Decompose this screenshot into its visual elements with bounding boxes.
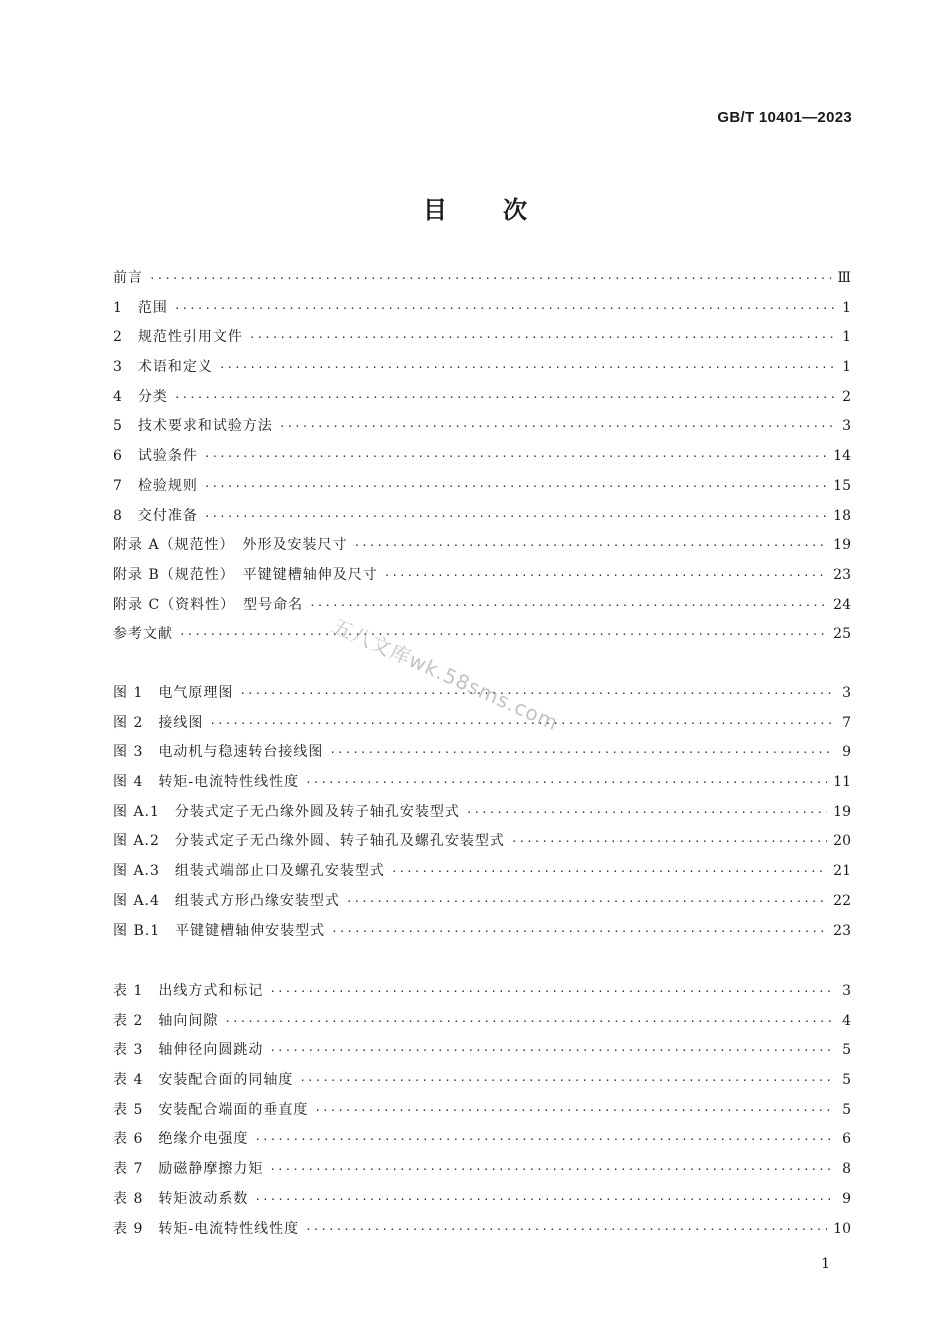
toc-leader-dots xyxy=(354,536,828,556)
toc-entry-label: 8 交付准备 xyxy=(113,507,198,524)
toc-entry-page: 23 xyxy=(833,922,851,939)
toc-entry-label: 1 范围 xyxy=(113,299,168,316)
toc-leader-dots xyxy=(391,862,827,882)
toc-figures-list xyxy=(113,683,851,950)
toc-entry-label: 5 技术要求和试验方法 xyxy=(113,418,273,435)
toc-entry[interactable] xyxy=(113,624,851,654)
toc-leader-dots xyxy=(179,625,827,645)
toc-entry-page: 10 xyxy=(833,1220,851,1237)
toc-leader-dots xyxy=(269,1160,835,1180)
toc-entry-page: 5 xyxy=(842,1042,851,1059)
toc-leader-dots xyxy=(174,388,835,408)
toc-leader-dots xyxy=(305,1220,827,1240)
toc-leader-dots xyxy=(299,1071,835,1091)
toc-leader-dots xyxy=(269,1041,835,1061)
toc-entry[interactable] xyxy=(113,1129,851,1159)
toc-entry-label: 4 分类 xyxy=(113,388,168,405)
document-code: GB/T 10401—2023 xyxy=(717,109,852,126)
toc-entry[interactable] xyxy=(113,921,851,951)
toc-entry-page: 19 xyxy=(833,803,851,820)
toc-entry-page: 1 xyxy=(842,299,851,316)
toc-entry[interactable] xyxy=(113,268,851,298)
page-title: 目次 xyxy=(423,195,583,224)
toc-leader-dots xyxy=(224,1012,835,1032)
toc-entry-page: 22 xyxy=(833,892,851,909)
toc-entry[interactable] xyxy=(113,981,851,1011)
toc-entry[interactable] xyxy=(113,891,851,921)
toc-entry[interactable] xyxy=(113,506,851,536)
toc-leader-dots xyxy=(249,328,835,348)
toc-leader-dots xyxy=(309,596,827,616)
toc-leader-dots xyxy=(329,743,835,763)
toc-entry-label: 图 A.2 分装式定子无凸缘外圆、转子轴孔及螺孔安装型式 xyxy=(113,833,505,850)
toc-entry[interactable] xyxy=(113,1159,851,1189)
toc-leader-dots xyxy=(305,773,827,793)
toc-entry-label: 图 2 接线图 xyxy=(113,714,204,731)
toc-leader-dots xyxy=(149,269,831,289)
toc-leader-dots xyxy=(204,507,827,527)
toc-entry-label: 表 5 安装配合端面的垂直度 xyxy=(113,1101,309,1118)
toc-entry-label: 3 术语和定义 xyxy=(113,359,213,376)
toc-entry-label: 图 3 电动机与稳速转台接线图 xyxy=(113,744,324,761)
toc-entry-page: 23 xyxy=(833,566,851,583)
page-number: 1 xyxy=(821,1256,830,1272)
toc-entry[interactable] xyxy=(113,535,851,565)
toc-entry[interactable] xyxy=(113,476,851,506)
toc-entry-label: 7 检验规则 xyxy=(113,477,198,494)
toc-entry-page: 9 xyxy=(842,1190,851,1207)
toc-leader-dots xyxy=(314,1101,835,1121)
toc-leader-dots xyxy=(204,447,827,467)
toc-entry-label: 参考文献 xyxy=(113,626,173,643)
toc-entry-page: 25 xyxy=(833,626,851,643)
toc-entry[interactable] xyxy=(113,802,851,832)
toc-entry-label: 附录 B（规范性） 平键键槽轴伸及尺寸 xyxy=(113,566,378,583)
toc-leader-dots xyxy=(219,358,835,378)
toc-leader-dots xyxy=(269,982,835,1002)
toc-entry-page: 11 xyxy=(833,774,851,791)
toc-entry-page: 8 xyxy=(842,1161,851,1178)
toc-leader-dots xyxy=(511,832,827,852)
toc-leader-dots xyxy=(466,803,827,823)
toc-entry[interactable] xyxy=(113,298,851,328)
toc-entry-page: 1 xyxy=(842,359,851,376)
toc-leader-dots xyxy=(254,1190,835,1210)
toc-entry-label: 表 6 绝缘介电强度 xyxy=(113,1131,249,1148)
toc-entry-page: 19 xyxy=(833,537,851,554)
toc-entry[interactable] xyxy=(113,1189,851,1219)
toc-entry-label: 图 4 转矩-电流特性线性度 xyxy=(113,774,300,791)
toc-entry-page: 6 xyxy=(842,1131,851,1148)
toc-entry-page: Ⅲ xyxy=(837,270,851,286)
toc-entry-label: 图 A.1 分装式定子无凸缘外圆及转子轴孔安装型式 xyxy=(113,803,460,820)
toc-entry[interactable] xyxy=(113,387,851,417)
toc-leader-dots xyxy=(384,566,827,586)
toc-entry[interactable] xyxy=(113,1040,851,1070)
toc-leader-dots xyxy=(174,299,835,319)
toc-entry-label: 表 4 安装配合面的同轴度 xyxy=(113,1072,294,1089)
toc-entry-label: 图 1 电气原理图 xyxy=(113,685,234,701)
toc-entry-page: 24 xyxy=(833,596,851,613)
toc-entry-page: 3 xyxy=(842,983,851,999)
toc-entry-page: 5 xyxy=(842,1101,851,1118)
toc-entry-page: 2 xyxy=(842,388,851,405)
toc-entry[interactable] xyxy=(113,831,851,861)
toc-entry-page: 15 xyxy=(833,477,851,494)
toc-entry-label: 表 1 出线方式和标记 xyxy=(113,983,264,999)
toc-entry-label: 附录 C（资料性） 型号命名 xyxy=(113,596,304,613)
toc-entry[interactable] xyxy=(113,446,851,476)
toc-entry-page: 20 xyxy=(833,833,851,850)
toc-contents-list xyxy=(113,268,851,654)
toc-entry[interactable] xyxy=(113,1070,851,1100)
toc-entry-label: 前言 xyxy=(113,270,143,286)
toc-leader-dots xyxy=(331,922,827,942)
toc-leader-dots xyxy=(204,477,827,497)
toc-entry-page: 7 xyxy=(842,714,851,731)
toc-entry[interactable] xyxy=(113,861,851,891)
toc-tables-list xyxy=(113,981,851,1248)
toc-entry[interactable] xyxy=(113,416,851,446)
toc-leader-dots xyxy=(254,1130,835,1150)
toc-entry[interactable] xyxy=(113,565,851,595)
toc-entry-label: 表 2 轴向间隙 xyxy=(113,1012,219,1029)
toc-entry-label: 图 B.1 平键键槽轴伸安装型式 xyxy=(113,922,326,939)
toc-entry-label: 6 试验条件 xyxy=(113,448,198,465)
toc-entry-page: 4 xyxy=(842,1012,851,1029)
toc-entry-page: 1 xyxy=(842,329,851,346)
toc-entry-label: 表 9 转矩-电流特性线性度 xyxy=(113,1220,300,1237)
toc-entry-label: 表 7 励磁静摩擦力矩 xyxy=(113,1161,264,1178)
toc-entry[interactable] xyxy=(113,357,851,387)
toc-entry-page: 3 xyxy=(842,685,851,701)
toc-entry[interactable] xyxy=(113,327,851,357)
toc-leader-dots xyxy=(279,417,835,437)
toc-entry-page: 5 xyxy=(842,1072,851,1089)
toc-entry-page: 18 xyxy=(833,507,851,524)
toc-entry-page: 14 xyxy=(833,448,851,465)
toc-entry-page: 9 xyxy=(842,744,851,761)
toc-entry[interactable] xyxy=(113,1219,851,1249)
toc-entry[interactable] xyxy=(113,595,851,625)
toc-entry-label: 2 规范性引用文件 xyxy=(113,329,243,346)
toc-entry-label: 表 8 转矩波动系数 xyxy=(113,1190,249,1207)
toc-entry-page: 21 xyxy=(833,863,851,880)
toc-entry-label: 附录 A（规范性） 外形及安装尺寸 xyxy=(113,537,348,554)
watermark: 五八文库wk.58sms.com xyxy=(328,613,563,736)
toc-entry[interactable] xyxy=(113,772,851,802)
toc-entry[interactable] xyxy=(113,1011,851,1041)
toc-entry-page: 3 xyxy=(842,418,851,435)
toc-entry[interactable] xyxy=(113,1100,851,1130)
toc-entry-label: 表 3 轴伸径向圆跳动 xyxy=(113,1042,264,1059)
toc-entry[interactable] xyxy=(113,742,851,772)
toc-leader-dots xyxy=(346,892,827,912)
toc-entry-label: 图 A.3 组装式端部止口及螺孔安装型式 xyxy=(113,863,385,880)
toc-entry-label: 图 A.4 组装式方形凸缘安装型式 xyxy=(113,892,340,909)
toc-entry[interactable] xyxy=(113,713,851,743)
